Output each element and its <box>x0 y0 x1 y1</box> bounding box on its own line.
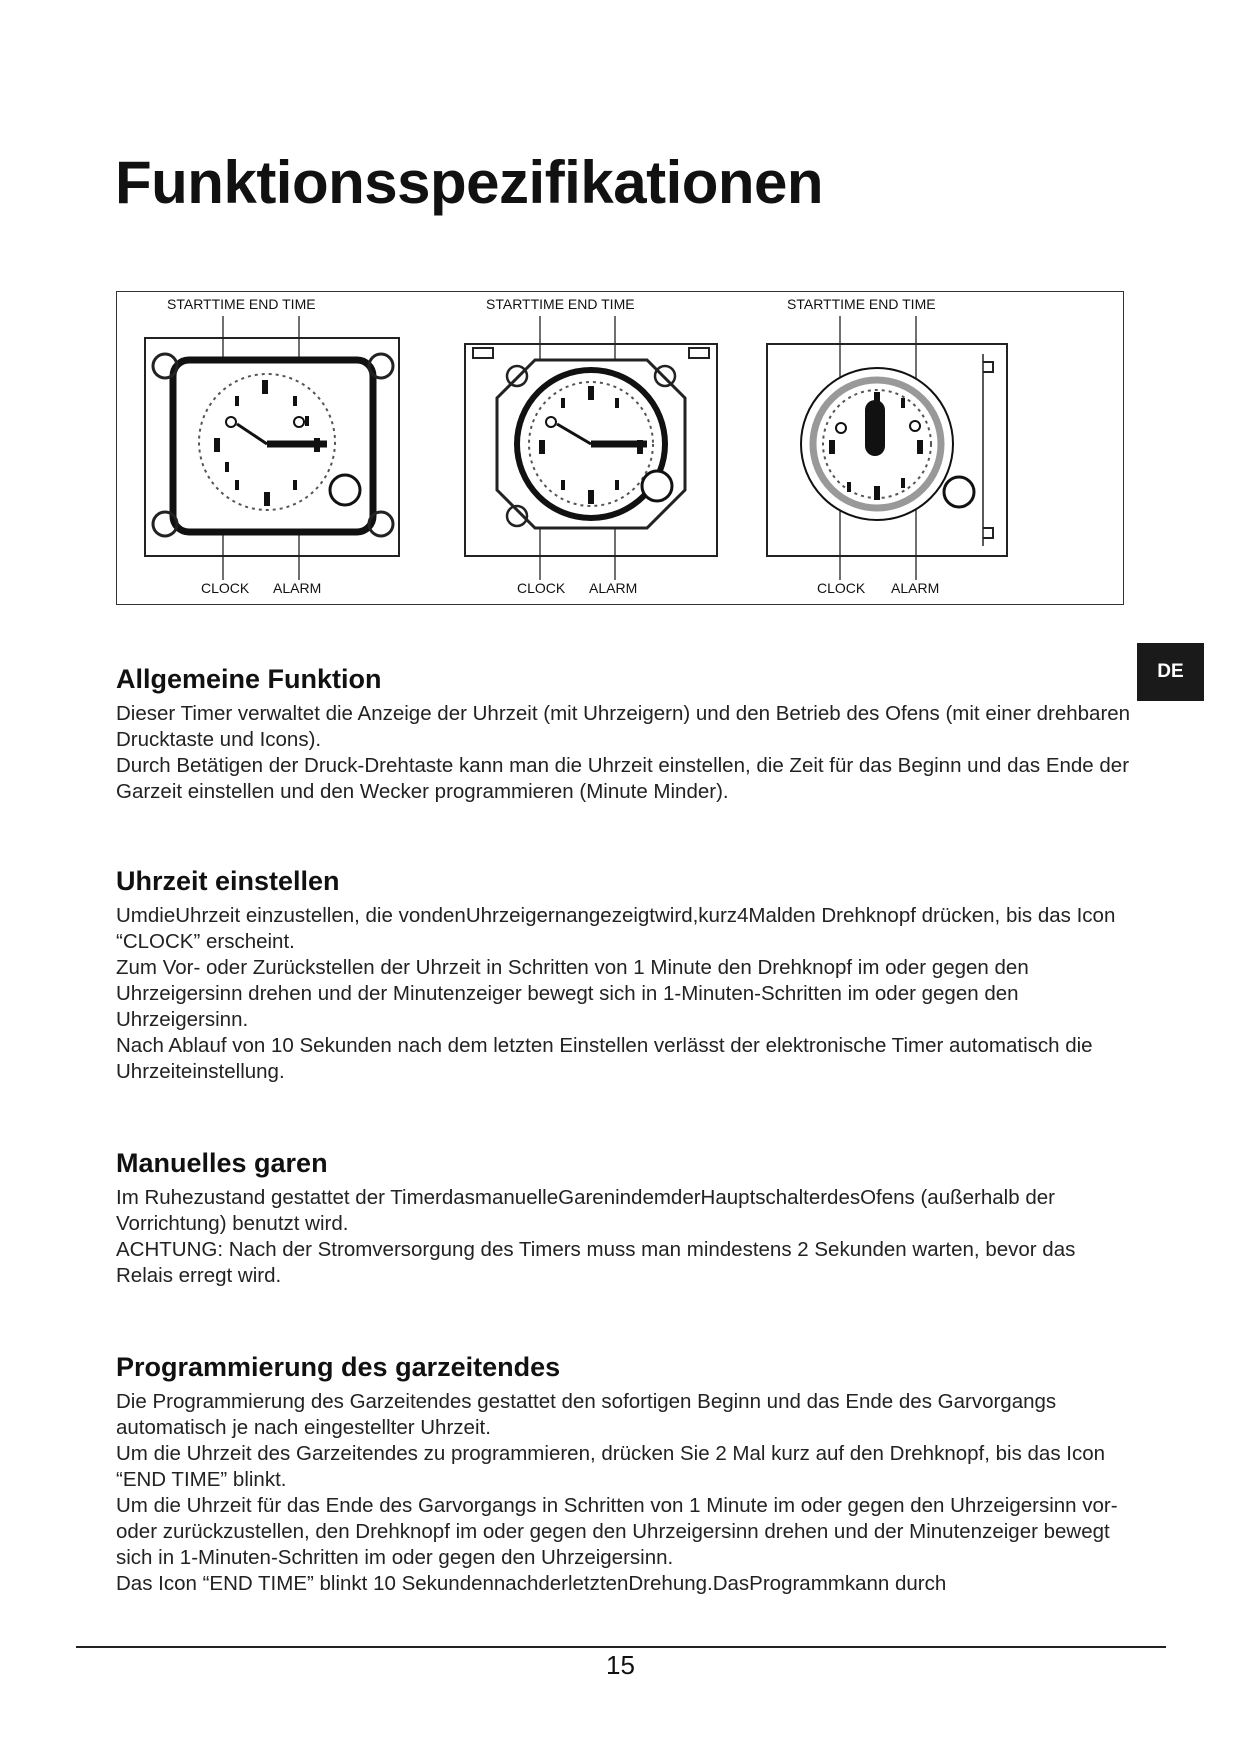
section-uhrzeit-einstellen <box>116 866 1136 1085</box>
panel-2-alarm-label: ALARM <box>589 580 638 596</box>
page-title: Funktionsspezifikationen <box>115 149 824 216</box>
paragraph: Dieser Timer verwaltet die Anzeige der Uhrzeit (mit Uhrzeigern) und den Betrieb des Ofens (mit einer drehbaren Drucktaste und Icons). <box>116 702 1131 751</box>
panel-1-alarm-label: ALARM <box>273 580 322 596</box>
language-tab: DE <box>1137 643 1204 701</box>
paragraph: Im Ruhezustand gestattet der TimerdasmanuelleGarenindemderHauptschalterdesOfens (außerhalb der Vorrichtung) benutzt wird. <box>116 1186 1055 1235</box>
section-heading: Allgemeine Funktion <box>116 664 382 694</box>
timer-panel-1 <box>145 296 399 596</box>
section-programmierung-garzeitende <box>116 1352 1136 1597</box>
section-allgemeine-funktion <box>116 664 1136 805</box>
section-heading: Programmierung des garzeitendes <box>116 1352 561 1382</box>
paragraph: Durch Betätigen der Druck-Drehtaste kann man die Uhrzeit einstellen, die Zeit für das Beginn und das Ende der Garzeit einstellen und den Wecker programmieren (Minute Minder). <box>116 754 1130 803</box>
timer-diagram-figure <box>116 291 1124 605</box>
section-manuelles-garen <box>116 1148 1136 1289</box>
panel-1-top-labels: STARTTIME END TIME <box>167 296 316 312</box>
panel-1-clock-label: CLOCK <box>201 580 250 596</box>
panel-2-top-labels: STARTTIME END TIME <box>486 296 635 312</box>
timer-panel-2 <box>465 296 717 596</box>
panel-3-alarm-label: ALARM <box>891 580 940 596</box>
panel-3-clock-label: CLOCK <box>817 580 866 596</box>
paragraph: Zum Vor- oder Zurückstellen der Uhrzeit in Schritten von 1 Minute den Drehknopf im oder gegen den Uhrzeigersinn drehen und der Minutenzeiger bewegt sich in 1-Minuten-Schritten im oder gegen den Uhrzeigersinn. <box>116 956 1029 1031</box>
paragraph: Das Icon “END TIME” blinkt 10 SekundennachderletztenDrehung.DasProgrammkann durch <box>116 1572 947 1595</box>
timer-diagram-svg <box>117 292 1125 606</box>
paragraph: Die Programmierung des Garzeitendes gestattet den sofortigen Beginn und das Ende des Garvorgangs automatisch je nach eingestellter Uhrzeit. <box>116 1390 1057 1439</box>
timer-panel-3 <box>767 296 1007 596</box>
page-number: 15 <box>606 1650 635 1680</box>
panel-3-top-labels: STARTTIME END TIME <box>787 296 936 312</box>
footer-divider <box>76 1646 1166 1648</box>
section-heading: Manuelles garen <box>116 1148 328 1178</box>
paragraph: Nach Ablauf von 10 Sekunden nach dem letzten Einstellen verlässt der elektronische Timer automatisch die Uhrzeiteinstellung. <box>116 1034 1093 1083</box>
section-heading: Uhrzeit einstellen <box>116 866 340 896</box>
panel-2-clock-label: CLOCK <box>517 580 566 596</box>
paragraph: ACHTUNG: Nach der Stromversorgung des Timers muss man mindestens 2 Sekunden warten, bevor das Relais erregt wird. <box>116 1238 1076 1287</box>
paragraph: Um die Uhrzeit des Garzeitendes zu programmieren, drücken Sie 2 Mal kurz auf den Drehknopf, bis das Icon “END TIME” blinkt. <box>116 1442 1106 1491</box>
paragraph: UmdieUhrzeit einzustellen, die vondenUhrzeigernangezeigtwird,kurz4Malden Drehknopf drücken, bis das Icon “CLOCK” erscheint. <box>116 904 1116 953</box>
paragraph: Um die Uhrzeit für das Ende des Garvorgangs in Schritten von 1 Minute im oder gegen den Uhrzeigersinn vor- oder zurückzustellen, den Drehknopf im oder gegen den Uhrzeigersinn drehen und der Minutenzeiger bewegt sich in 1-Minuten-Schritten im oder gegen den Uhrzeigersinn. <box>116 1494 1118 1569</box>
